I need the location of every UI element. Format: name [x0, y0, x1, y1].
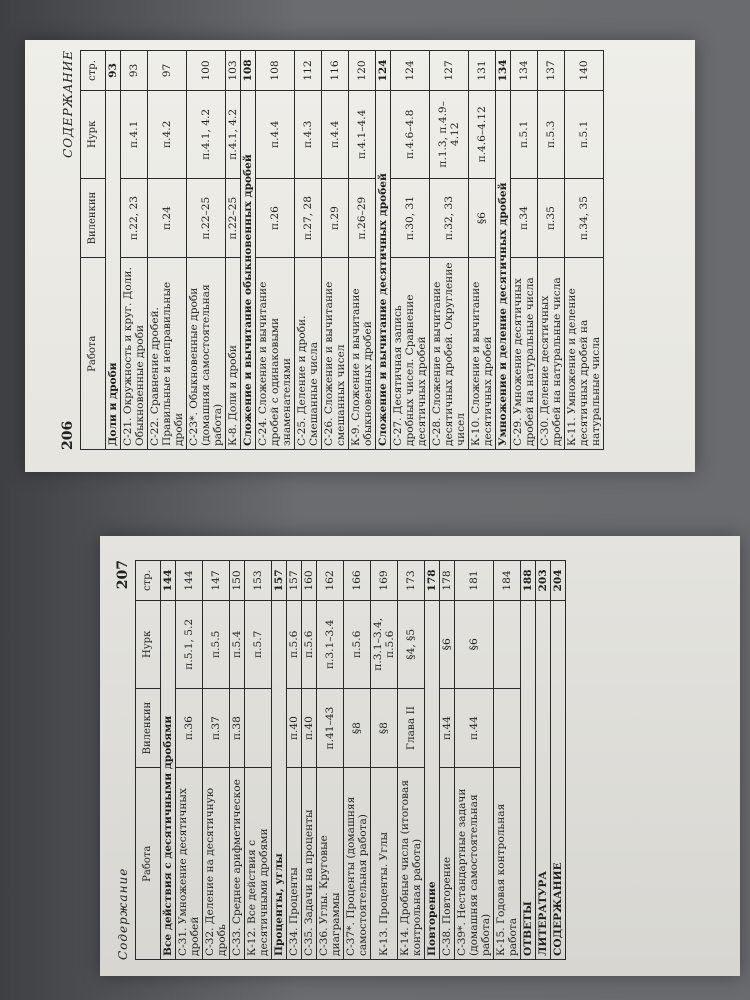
- page-cell: 120: [349, 51, 376, 91]
- table-row: [187, 51, 226, 450]
- work-cell: К-14. Дробные числа (итоговая контрольная работа): [398, 768, 425, 960]
- page-cell: 188: [521, 561, 536, 601]
- running-title: Содержание: [116, 867, 130, 960]
- section-title: Повторение: [425, 600, 440, 959]
- nurk-cell: п.5.4: [230, 600, 245, 688]
- page-cell: 112: [295, 51, 322, 91]
- page-cell: 127: [430, 51, 469, 91]
- vilenkin-cell: п.29: [322, 178, 349, 258]
- vilenkin-cell: п.22, 23: [121, 178, 148, 258]
- header-work: Работа: [81, 258, 106, 450]
- nurk-cell: п.3.1–3.4, п.5.6: [371, 600, 398, 688]
- section-title: Сложение и вычитание обыкновенных дробей: [241, 90, 256, 449]
- section-title: Доли и дроби: [106, 90, 121, 449]
- nurk-cell: п.4.1, 4.2: [187, 90, 226, 178]
- table-row: [344, 561, 371, 960]
- nurk-cell: §6: [455, 600, 494, 688]
- work-cell: К-9. Сложение и вычитание обыкновенных дробей: [349, 258, 376, 450]
- work-cell: С-38. Повторение: [440, 768, 455, 960]
- header-vilenkin: Виленкин: [81, 178, 106, 258]
- page-cell: 144: [176, 561, 203, 601]
- nurk-cell: п.5.6: [344, 600, 371, 688]
- nurk-cell: п.4.1–4.4: [349, 90, 376, 178]
- page-cell: 103: [226, 51, 241, 91]
- section-row: [376, 51, 391, 450]
- header-vilenkin: Виленкин: [136, 688, 161, 768]
- vilenkin-cell: п.35: [538, 178, 565, 258]
- nurk-cell: п.5.5: [203, 600, 230, 688]
- work-cell: С-26. Сложение и вычитание смешанных чисел: [322, 258, 349, 450]
- nurk-cell: п.4.1, 4.2: [226, 90, 241, 178]
- vilenkin-cell: [245, 688, 272, 768]
- page-cell: 178: [440, 561, 455, 601]
- work-cell: К-12. Все действия с десятичными дробями: [245, 768, 272, 960]
- page-cell: 134: [496, 51, 511, 91]
- nurk-cell: п.4.3: [295, 90, 322, 178]
- section-row: [106, 51, 121, 450]
- work-cell: С-30. Деление десятичных дробей на натуральные числа: [538, 258, 565, 450]
- header-page: стр.: [81, 51, 106, 91]
- work-cell: С-28. Сложение и вычитание десятичных дробей. Округление чисел: [430, 258, 469, 450]
- table-row: [148, 51, 187, 450]
- nurk-cell: п.5.1, 5.2: [176, 600, 203, 688]
- page-cell: 108: [256, 51, 295, 91]
- vilenkin-cell: п.36: [176, 688, 203, 768]
- section-row: [496, 51, 511, 450]
- section-title: Умножение и деление десятичных дробей: [496, 90, 511, 449]
- work-cell: К-11. Умножение и деление десятичных дробей на натуральные числа: [565, 258, 604, 450]
- page-cell: 93: [121, 51, 148, 91]
- header-nurk: Нурк: [81, 90, 106, 178]
- page-cell: 150: [230, 561, 245, 601]
- vilenkin-cell: §8: [344, 688, 371, 768]
- nurk-cell: п.4.4: [322, 90, 349, 178]
- work-cell: С-24. Сложение и вычитание дробей с одинаковыми знаменателями: [256, 258, 295, 450]
- nurk-cell: п.3.1–3.4: [317, 600, 344, 688]
- table-row: [430, 51, 469, 450]
- page-cell: 134: [511, 51, 538, 91]
- table-row: [256, 51, 295, 450]
- page-cell: 166: [344, 561, 371, 601]
- contents-table-left: [80, 50, 604, 450]
- vilenkin-cell: п.22–25: [187, 178, 226, 258]
- vilenkin-cell: п.22–25: [226, 178, 241, 258]
- nurk-cell: п.5.6: [287, 600, 302, 688]
- work-cell: С-39*. Нестандартные задачи (домашняя самостоятельная работа): [455, 768, 494, 960]
- table-row: [440, 561, 455, 960]
- vilenkin-cell: п.44: [440, 688, 455, 768]
- vilenkin-cell: п.26: [256, 178, 295, 258]
- page-cell: 147: [203, 561, 230, 601]
- left-page-header: [58, 50, 80, 450]
- section-title: ЛИТЕРАТУРА: [536, 600, 551, 959]
- page-cell: 131: [469, 51, 496, 91]
- right-page-header: [113, 560, 135, 960]
- table-row: [398, 561, 425, 960]
- table-row: [349, 51, 376, 450]
- work-cell: С-25. Деление и дроби. Смешанные числа: [295, 258, 322, 450]
- section-title: Все действия с десятичными дробями: [161, 600, 176, 959]
- header-page: стр.: [136, 561, 161, 601]
- table-row: [302, 561, 317, 960]
- nurk-cell: п.5.1: [565, 90, 604, 178]
- vilenkin-cell: п.30, 31: [391, 178, 430, 258]
- page-cell: 108: [241, 51, 256, 91]
- work-cell: С-32. Деление на десятичную дробь: [203, 768, 230, 960]
- page-cell: 124: [376, 51, 391, 91]
- vilenkin-cell: п.32, 33: [430, 178, 469, 258]
- table-row: [287, 561, 302, 960]
- running-title: СОДЕРЖАНИЕ: [61, 50, 75, 158]
- section-title: СОДЕРЖАНИЕ: [551, 600, 566, 959]
- vilenkin-cell: п.24: [148, 178, 187, 258]
- page-cell: 173: [398, 561, 425, 601]
- header-nurk: Нурк: [136, 600, 161, 688]
- vilenkin-cell: п.37: [203, 688, 230, 768]
- work-cell: К-13. Проценты. Углы: [371, 768, 398, 960]
- nurk-cell: п.5.6: [302, 600, 317, 688]
- page-cell: 93: [106, 51, 121, 91]
- table-row: [371, 561, 398, 960]
- work-cell: С-21. Окружность и круг. Доли. Обыкновенные дроби: [121, 258, 148, 450]
- page-cell: 157: [287, 561, 302, 601]
- nurk-cell: п.4.6–4.8: [391, 90, 430, 178]
- section-row: [425, 561, 440, 960]
- page-cell: 116: [322, 51, 349, 91]
- vilenkin-cell: п.26–29: [349, 178, 376, 258]
- table-row: [391, 51, 430, 450]
- work-cell: С-31. Умножение десятичных дробей: [176, 768, 203, 960]
- page-cell: 162: [317, 561, 344, 601]
- table-row: [511, 51, 538, 450]
- section-row: [272, 561, 287, 960]
- page-number: 206: [60, 420, 76, 450]
- vilenkin-cell: п.40: [287, 688, 302, 768]
- page-cell: 181: [455, 561, 494, 601]
- section-row: [161, 561, 176, 960]
- page-cell: 153: [245, 561, 272, 601]
- table-row: [322, 51, 349, 450]
- vilenkin-cell: §8: [371, 688, 398, 768]
- nurk-cell: п.5.1: [511, 90, 538, 178]
- page-cell: 137: [538, 51, 565, 91]
- page-cell: 124: [391, 51, 430, 91]
- page-cell: 97: [148, 51, 187, 91]
- table-row: [494, 561, 521, 960]
- vilenkin-cell: п.34: [511, 178, 538, 258]
- section-title: Сложение и вычитание десятичных дробей: [376, 90, 391, 449]
- page-cell: 169: [371, 561, 398, 601]
- work-cell: С-35. Задачи на проценты: [302, 768, 317, 960]
- table-header-row: [81, 51, 106, 450]
- table-row: [121, 51, 148, 450]
- vilenkin-cell: п.38: [230, 688, 245, 768]
- nurk-cell: п.4.6–4.12: [469, 90, 496, 178]
- table-row: [455, 561, 494, 960]
- work-cell: С-37*. Проценты (домашняя самостоятельная работа): [344, 768, 371, 960]
- table-row: [317, 561, 344, 960]
- vilenkin-cell: п.44: [455, 688, 494, 768]
- section-title: Проценты, углы: [272, 600, 287, 959]
- page-cell: 184: [494, 561, 521, 601]
- vilenkin-cell: п.41–43: [317, 688, 344, 768]
- page-number: 207: [115, 560, 131, 590]
- table-row: [203, 561, 230, 960]
- page-cell: 178: [425, 561, 440, 601]
- work-cell: С-33. Среднее арифметическое: [230, 768, 245, 960]
- vilenkin-cell: §6: [469, 178, 496, 258]
- nurk-cell: п.5.7: [245, 600, 272, 688]
- table-row: [245, 561, 272, 960]
- nurk-cell: п.4.4: [256, 90, 295, 178]
- section-row: [241, 51, 256, 450]
- header-work: Работа: [136, 768, 161, 960]
- section-row: [536, 561, 551, 960]
- vilenkin-cell: п.27, 28: [295, 178, 322, 258]
- nurk-cell: §4, §5: [398, 600, 425, 688]
- work-cell: С-36. Углы. Круговые диаграммы: [317, 768, 344, 960]
- table-row: [295, 51, 322, 450]
- vilenkin-cell: п.34, 35: [565, 178, 604, 258]
- work-cell: К-8. Доли и дроби: [226, 258, 241, 450]
- nurk-cell: §6: [440, 600, 455, 688]
- work-cell: К-10. Сложение и вычитание десятичных дробей: [469, 258, 496, 450]
- right-page-content: [113, 560, 708, 960]
- nurk-cell: п.1.3, п.4.9–4.12: [430, 90, 469, 178]
- page-cell: 100: [187, 51, 226, 91]
- nurk-cell: [494, 600, 521, 688]
- section-row: [521, 561, 536, 960]
- table-row: [176, 561, 203, 960]
- section-row: [551, 561, 566, 960]
- work-cell: С-34. Проценты: [287, 768, 302, 960]
- table-row: [565, 51, 604, 450]
- page-cell: 203: [536, 561, 551, 601]
- contents-table-right: [135, 560, 566, 960]
- page-cell: 160: [302, 561, 317, 601]
- section-title: ОТВЕТЫ: [521, 600, 536, 959]
- work-cell: С-22. Сравнение дробей. Правильные и неправильные дроби: [148, 258, 187, 450]
- table-row: [230, 561, 245, 960]
- vilenkin-cell: [494, 688, 521, 768]
- nurk-cell: п.4.1: [121, 90, 148, 178]
- work-cell: К-15. Годовая контрольная работа: [494, 768, 521, 960]
- page-cell: 204: [551, 561, 566, 601]
- page-cell: 140: [565, 51, 604, 91]
- table-row: [226, 51, 241, 450]
- table-row: [469, 51, 496, 450]
- left-page-content: [58, 50, 658, 450]
- nurk-cell: п.5.3: [538, 90, 565, 178]
- page-cell: 157: [272, 561, 287, 601]
- work-cell: С-27. Десятичная запись дробных чисел. Сравнение десятичных дробей: [391, 258, 430, 450]
- vilenkin-cell: п.40: [302, 688, 317, 768]
- work-cell: С-23*. Обыкновенные дроби (домашняя самостоятельная работа): [187, 258, 226, 450]
- page-cell: 144: [161, 561, 176, 601]
- table-row: [538, 51, 565, 450]
- work-cell: С-29. Умножение десятичных дробей на натуральные числа: [511, 258, 538, 450]
- table-header-row: [136, 561, 161, 960]
- nurk-cell: п.4.2: [148, 90, 187, 178]
- vilenkin-cell: Глава II: [398, 688, 425, 768]
